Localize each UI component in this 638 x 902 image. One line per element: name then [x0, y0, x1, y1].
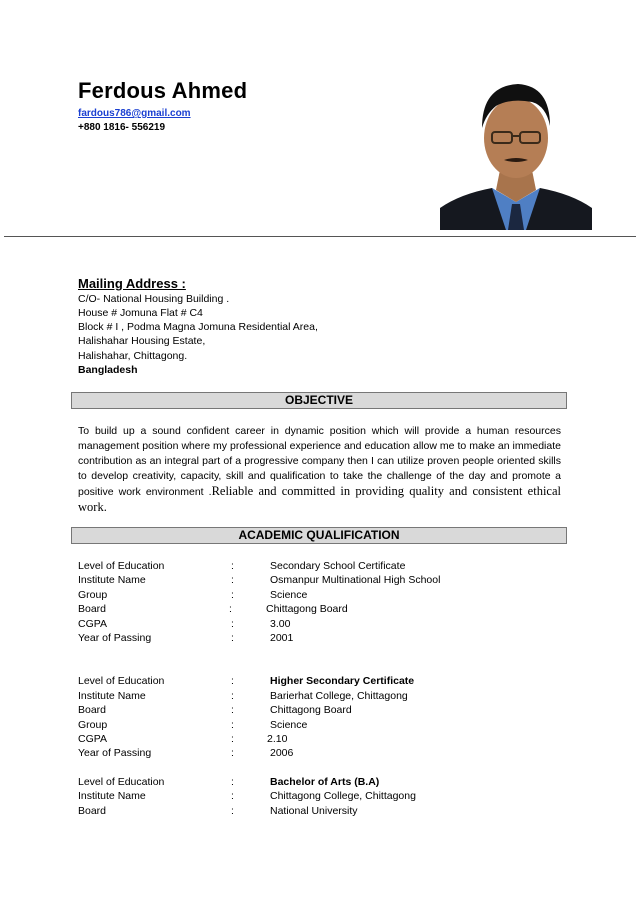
applicant-name: Ferdous Ahmed — [78, 78, 248, 103]
education-row: Level of Education : Bachelor of Arts (B.A) — [78, 776, 380, 788]
education-row: Level of Education : Higher Secondary Certificate — [78, 675, 415, 687]
education-row: Institute Name : Osmanpur Multinational High School — [78, 574, 441, 586]
education-row: Board : National University — [78, 805, 358, 817]
education-row: Board : Chittagong Board — [78, 704, 352, 716]
education-row: Institute Name : Chittagong College, Chittagong — [78, 790, 416, 802]
objective-body-serif: Reliable and committed in providing quality and consistent ethical work. — [78, 484, 561, 514]
header-divider — [4, 236, 636, 237]
academic-heading: ACADEMIC QUALIFICATION — [71, 527, 567, 544]
address-line: Halishahar Housing Estate, — [78, 335, 206, 347]
profile-photo — [440, 76, 592, 230]
education-row: Year of Passing : 2001 — [78, 632, 294, 644]
education-row: Group : Science — [78, 719, 308, 731]
education-row: Year of Passing : 2006 — [78, 747, 294, 759]
education-row: Level of Education : Secondary School Certificate — [78, 560, 406, 572]
address-country: Bangladesh — [78, 364, 138, 376]
email-link[interactable]: fardous786@gmail.com — [78, 108, 191, 119]
education-row: Group : Science — [78, 589, 308, 601]
education-row: CGPA : 2.10 — [78, 733, 288, 745]
objective-heading: OBJECTIVE — [71, 392, 567, 409]
education-row: CGPA : 3.00 — [78, 618, 291, 630]
objective-body: To build up a sound confident career in dynamic position which will provide a human resources management position where my professional experience and education allow me to make an immediate contribution as an integral part of a progressive company then I can utilize proven people oriented skills to develop creativity, capacity, skill and qualification to take the challenge of the day and promote a positive work environment . — [78, 425, 561, 498]
education-row: Institute Name : Barierhat College, Chittagong — [78, 690, 408, 702]
address-line: Halishahar, Chittagong. — [78, 350, 188, 362]
address-line: Block # I , Podma Magna Jomuna Residential Area, — [78, 321, 318, 333]
mailing-address-heading: Mailing Address : — [78, 276, 186, 291]
address-line: C/O- National Housing Building . — [78, 293, 230, 305]
address-line: House # Jomuna Flat # C4 — [78, 307, 203, 319]
education-row: Board : Chittagong Board — [78, 603, 348, 615]
phone-number: +880 1816- 556219 — [78, 122, 166, 133]
objective-text — [78, 424, 561, 516]
